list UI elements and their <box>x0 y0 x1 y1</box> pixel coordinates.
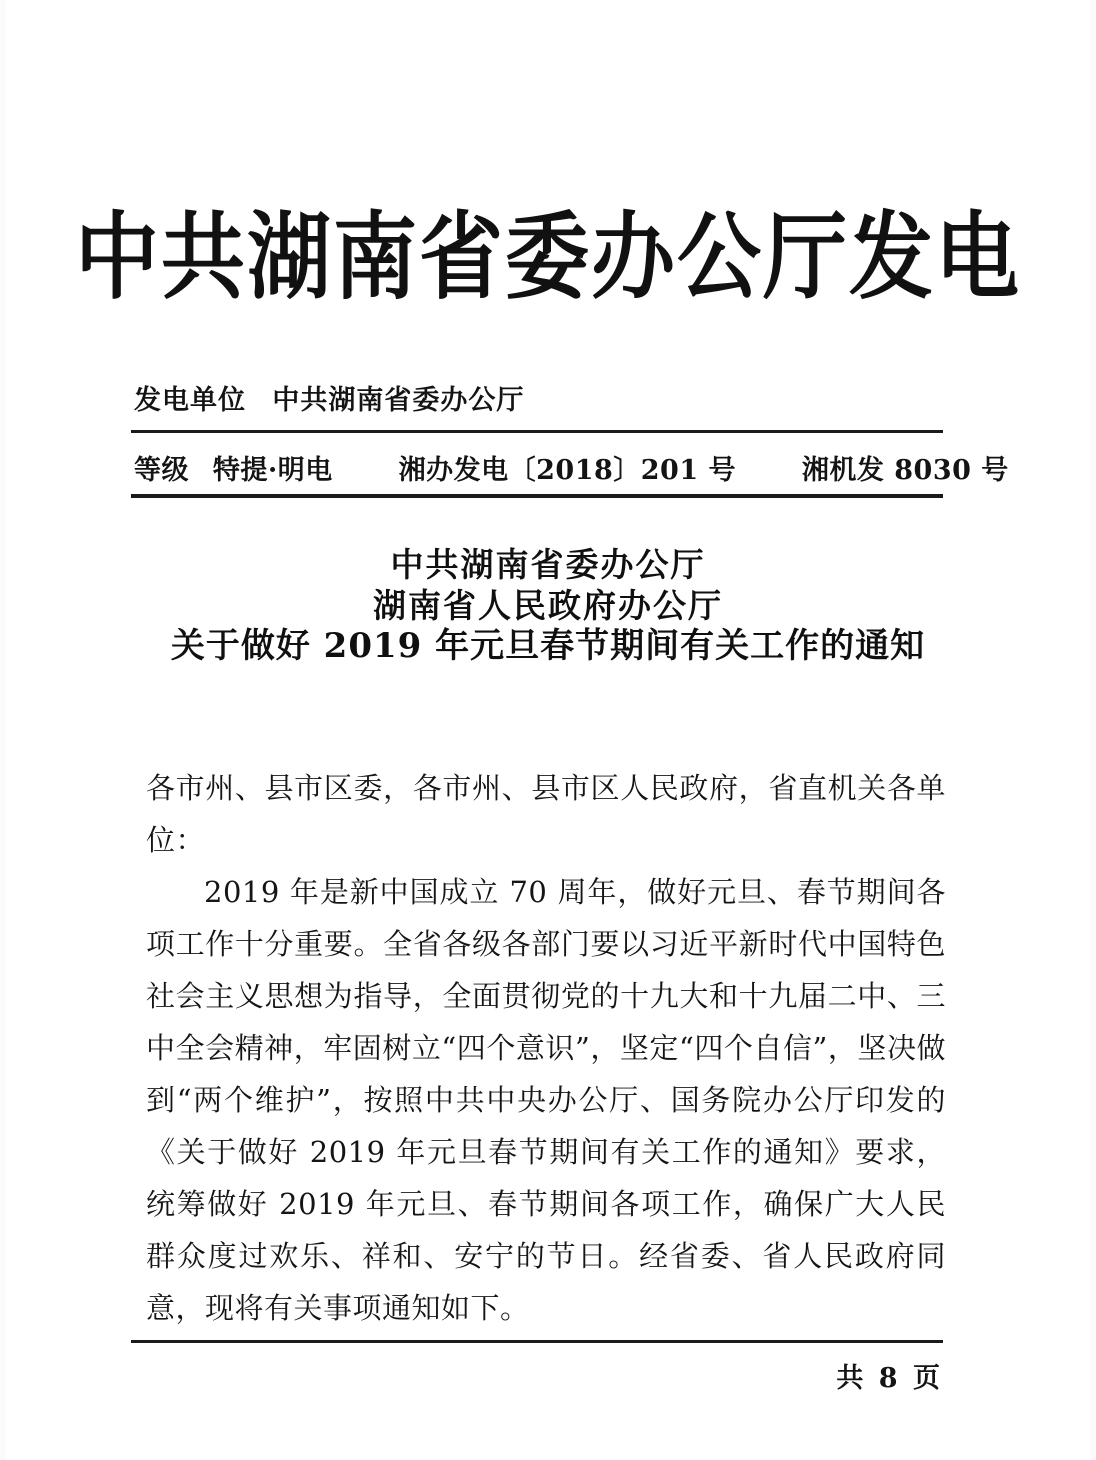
footer-rule <box>131 1340 943 1343</box>
body-salutation: 各市州、县市区委，各市州、县市区人民政府，省直机关各单位： <box>146 771 946 857</box>
title-issuer-1: 中共湖南省委办公厅 <box>390 545 706 584</box>
grade-value: 特提·明电 <box>212 455 333 486</box>
body-paragraph-1: 2019 年是新中国成立 70 周年，做好元旦、春节期间各项工作十分重要。全省各级各部门要以习近平新时代中国特色社会主义思想为指导，全面贯彻党的十九大和十九届二中、三中全会精神，牢固树立“四个意识”，坚定“四个自信”，坚决做到“两个维护”，按照中共中央办公厅、国务院办公厅印发的《关于做好 2019 年元旦春节期间有关工作的通知》要求，统筹做好 2019 年元旦、春节期间各项工作，确保广大人民群众度过欢乐、祥和、安宁的节日。经省委、省人民政府同意，现将有关事项通知如下。 <box>146 875 946 1325</box>
grade-label: 等级 <box>134 455 189 486</box>
title-subject: 关于做好 2019 年元旦春节期间有关工作的通知 <box>170 626 926 666</box>
machine-number: 湘机发 8030 号 <box>801 455 1009 486</box>
document-title-block <box>0 544 1096 667</box>
header-rule-bottom <box>131 494 943 498</box>
sender-row <box>134 378 964 417</box>
document-number: 湘办发电〔2018〕201 号 <box>398 455 737 486</box>
header-rule-top <box>131 430 943 433</box>
grade-row <box>134 448 1009 487</box>
document-body <box>146 762 946 1334</box>
sender-value: 中共湖南省委办公厅 <box>272 385 525 416</box>
page-count: 共 8 页 <box>836 1363 943 1394</box>
masthead-title: 中共湖南省委办公厅发电 <box>74 201 1021 312</box>
sender-label: 发电单位 <box>134 385 246 416</box>
title-issuer-2: 湖南省人民政府办公厅 <box>373 586 723 625</box>
